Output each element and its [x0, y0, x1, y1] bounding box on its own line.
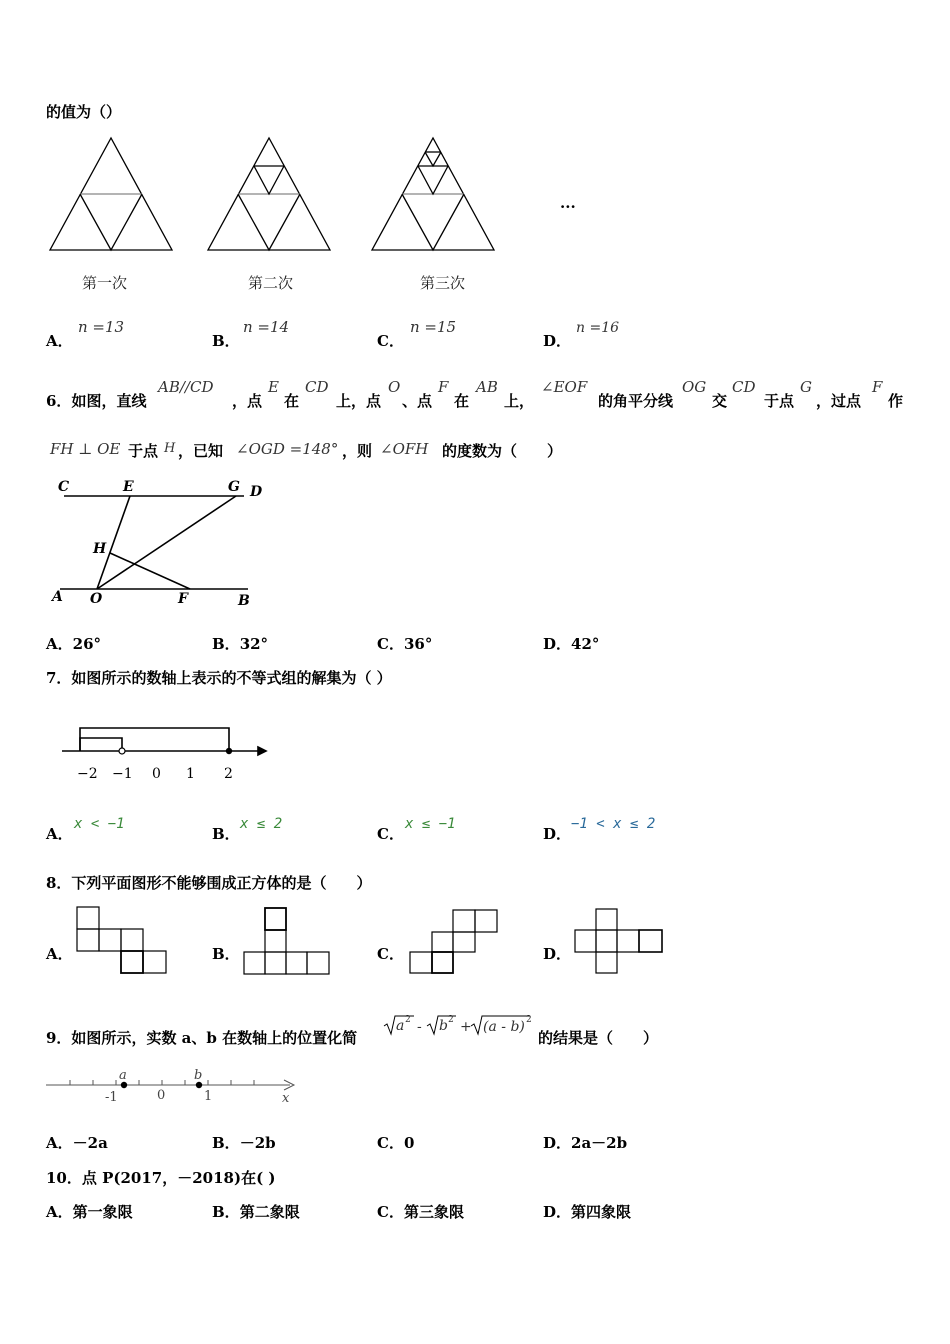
q9-stem-tail: 的结果是（ ）	[538, 1029, 659, 1047]
svg-text:2: 2	[448, 1015, 454, 1025]
q5-stem-tail: 的值为（）	[46, 103, 122, 121]
label-a: A	[52, 589, 63, 605]
label-e: E	[123, 479, 134, 495]
expr-ab: (a - b)	[483, 1019, 525, 1035]
q6-math-cd: CD	[305, 378, 329, 396]
ellipsis: ...	[560, 194, 576, 212]
q6-math-fh-perp-oe: FH ⊥ OE	[50, 440, 121, 458]
q7-option-a-value: x < −1	[74, 816, 125, 832]
q5-option-c-value: n =15	[410, 318, 457, 336]
axis-label-one: 1	[204, 1089, 213, 1104]
q6-math-h: H	[164, 441, 176, 456]
q6-text: ，则	[342, 442, 373, 460]
tick-label: 0	[152, 766, 161, 782]
q6-text: 的度数为（ ）	[442, 442, 563, 460]
axis-label-minus-one: -1	[105, 1090, 118, 1105]
op-minus: -	[417, 1019, 422, 1035]
q6-text: ，过点	[816, 392, 862, 410]
q10-stem: 10．点 P(2017，－2018)在( )	[46, 1169, 276, 1187]
q6-text: 在	[454, 392, 470, 410]
q6-math-angle-ofh: ∠OFH	[380, 440, 429, 458]
q6-option-c[interactable]: C．36°	[377, 635, 433, 653]
label-g: G	[228, 479, 240, 495]
q9-option-a[interactable]: A．－2a	[46, 1134, 108, 1152]
q6-text: 交	[712, 392, 728, 410]
q10-option-d[interactable]: D．第四象限	[543, 1203, 632, 1221]
q7-stem: 7．如图所示的数轴上表示的不等式组的解集为（ ）	[46, 669, 392, 687]
svg-text:2: 2	[405, 1015, 411, 1025]
q6-text: 上，	[504, 392, 535, 410]
q7-option-a[interactable]: A．	[46, 825, 73, 843]
q6-math-f2: F	[872, 378, 883, 396]
q10-option-c[interactable]: C．第三象限	[377, 1203, 464, 1221]
option-label: C．	[377, 332, 404, 350]
q6-text: 上，点	[336, 392, 382, 410]
q6-math-ab-cd: AB//CD	[158, 378, 214, 396]
q6-text: ，点	[232, 392, 263, 410]
q6-math-o: O	[388, 378, 401, 396]
expr-b: b	[439, 1018, 448, 1034]
q8-stem: 8．下列平面图形不能够围成正方体的是（ ）	[46, 874, 372, 892]
q6-math-angle-eof: ∠EOF	[541, 378, 588, 396]
q6-math-f: F	[438, 378, 449, 396]
q6-text: 的角平分线	[598, 392, 674, 410]
option-label: A．	[46, 332, 73, 350]
axis-label-zero: 0	[157, 1088, 166, 1103]
q6-text: 在	[284, 392, 300, 410]
q8-option-b[interactable]: B．	[212, 945, 240, 963]
q9-option-b[interactable]: B．－2b	[212, 1134, 276, 1152]
axis-label-b: b	[194, 1068, 203, 1083]
option-label: D．	[543, 332, 572, 350]
q5-option-d-value: n =16	[576, 320, 620, 336]
label-c: C	[58, 479, 70, 495]
label-b: B	[238, 593, 250, 609]
q6-math-og: OG	[682, 378, 707, 396]
q8-option-c[interactable]: C．	[377, 945, 404, 963]
q6-text: 、点	[402, 392, 433, 410]
q6-math-angle-ogd: ∠OGD =148°	[236, 440, 339, 458]
q10-option-a[interactable]: A．第一象限	[46, 1203, 133, 1221]
option-label: B．	[212, 332, 240, 350]
q5-option-b-value: n =14	[243, 318, 290, 336]
q9-option-d[interactable]: D．2a－2b	[543, 1134, 628, 1152]
label-h: H	[93, 541, 107, 557]
label-d: D	[250, 484, 263, 500]
tick-label: −1	[112, 766, 133, 782]
q7-option-d[interactable]: D．	[543, 825, 572, 843]
caption-first: 第一次	[82, 274, 128, 292]
q6-stem-line1: 6．如图，直线	[46, 392, 147, 410]
axis-label-x: x	[282, 1091, 290, 1106]
q6-option-a[interactable]: A．26°	[46, 635, 102, 653]
svg-text:2: 2	[526, 1015, 532, 1025]
tick-label: 2	[224, 766, 233, 782]
label-o: O	[90, 591, 103, 607]
q6-math-g: G	[800, 378, 812, 396]
caption-second: 第二次	[248, 274, 294, 292]
tick-label: 1	[186, 766, 195, 782]
q6-option-d[interactable]: D．42°	[543, 635, 600, 653]
q5-option-a-value: n =13	[78, 318, 125, 336]
caption-third: 第三次	[420, 274, 466, 292]
axis-label-a: a	[119, 1068, 127, 1083]
q7-option-b[interactable]: B．	[212, 825, 240, 843]
q6-math-cd2: CD	[732, 378, 756, 396]
q9-option-c[interactable]: C．0	[377, 1134, 415, 1152]
q6-text: 于点	[128, 442, 159, 460]
expr-a: a	[396, 1018, 405, 1034]
q6-option-b[interactable]: B．32°	[212, 635, 269, 653]
q6-text: ，已知	[178, 442, 224, 460]
q7-option-d-value: −1 < x ≤ 2	[571, 816, 656, 832]
q7-option-c-value: x ≤ −1	[405, 816, 456, 832]
q6-math-e: E	[268, 378, 279, 396]
q6-text: 于点	[764, 392, 795, 410]
op-plus: +	[460, 1019, 472, 1035]
q9-stem-text: 9．如图所示，实数 a、b 在数轴上的位置化简	[46, 1029, 358, 1047]
q8-option-d[interactable]: D．	[543, 945, 572, 963]
q8-option-a[interactable]: A．	[46, 945, 73, 963]
q10-option-b[interactable]: B．第二象限	[212, 1203, 300, 1221]
q6-math-ab: AB	[476, 378, 498, 396]
q7-option-b-value: x ≤ 2	[240, 816, 283, 832]
tick-label: −2	[77, 766, 98, 782]
q6-text: 作	[888, 392, 904, 410]
label-f: F	[178, 591, 188, 607]
q7-option-c[interactable]: C．	[377, 825, 404, 843]
